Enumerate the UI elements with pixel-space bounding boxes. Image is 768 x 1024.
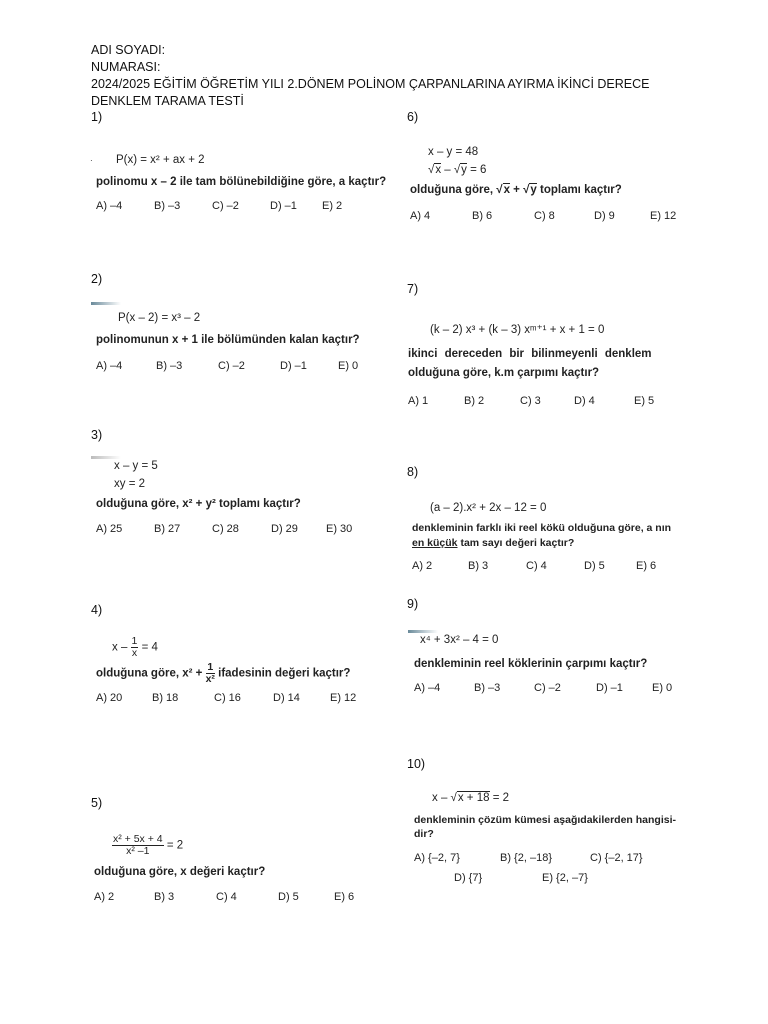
question-10-option-d: D) {7} — [454, 872, 483, 884]
question-4-text-a: olduğuna göre, x² + — [96, 667, 203, 680]
question-8-text-1: denkleminin farklı iki reel kökü olduğuna göre, a nın — [412, 522, 672, 534]
question-7 — [408, 320, 708, 410]
question-7-option-d: D) 4 — [574, 395, 595, 407]
number-label: NUMARASI: — [91, 60, 161, 74]
question-5-option-a: A) 2 — [94, 891, 115, 903]
question-9-number: 9) — [407, 597, 419, 611]
question-4-text-numerator: 1 — [207, 661, 214, 673]
question-9-text: denkleminin reel köklerinin çarpımı kaçtır? — [414, 658, 648, 670]
question-2-text: polinomunun x + 1 ile bölümünden kalan kaçtır? — [96, 334, 360, 346]
question-3-option-a: A) 25 — [96, 523, 123, 535]
question-3-number: 3) — [91, 428, 103, 442]
test-title-line2: DENKLEM TARAMA TESTİ — [91, 94, 244, 108]
question-8-option-c: C) 4 — [526, 560, 547, 572]
question-5-text: olduğuna göre, x değeri kaçtır? — [94, 866, 266, 878]
question-5-option-d: D) 5 — [278, 891, 299, 903]
question-7-option-b: B) 2 — [464, 395, 485, 407]
question-4-text-b: ifadesinin değeri kaçtır? — [218, 667, 351, 680]
question-3 — [90, 460, 390, 540]
question-6-text-d: y — [530, 184, 537, 196]
question-3-option-c: C) 28 — [212, 523, 239, 535]
question-7-option-e: E) 5 — [634, 395, 655, 407]
question-2-option-a: A) –4 — [96, 360, 123, 372]
question-4-equation-left: x – — [112, 641, 128, 654]
question-3-option-b: B) 27 — [154, 523, 181, 535]
question-10-eq-c: = 2 — [489, 792, 510, 804]
question-5-number: 5) — [91, 796, 103, 810]
question-6-number: 6) — [407, 110, 419, 124]
question-9-option-d: D) –1 — [596, 682, 623, 694]
question-6-text-e: toplamı kaçtır? — [536, 184, 622, 196]
question-2-option-e: E) 0 — [338, 360, 359, 372]
question-4 — [90, 636, 390, 716]
question-6-option-d: D) 9 — [594, 210, 615, 222]
question-10-eq-b: x + 18 — [457, 792, 490, 804]
question-1-option-e: E) 2 — [322, 200, 343, 212]
question-6-option-b: B) 6 — [472, 210, 493, 222]
question-5-option-b: B) 3 — [154, 891, 175, 903]
question-6-eq2-b: x — [435, 164, 442, 176]
question-6-text-c: + √ — [509, 184, 530, 196]
question-6-text-b: x — [503, 184, 510, 196]
question-8-option-a: A) 2 — [412, 560, 433, 572]
question-6-eq2-e: = 6 — [466, 164, 487, 176]
question-3-option-e: E) 30 — [326, 523, 353, 535]
question-10-number: 10) — [407, 757, 426, 771]
question-2-equation: P(x – 2) = x³ – 2 — [118, 312, 201, 324]
question-4-equation-numerator: 1 — [131, 635, 138, 647]
question-6-text-a: olduğuna göre, √ — [410, 184, 503, 196]
question-8-option-e: E) 6 — [636, 560, 657, 572]
scan-artifact — [408, 630, 438, 633]
question-2-option-c: C) –2 — [218, 360, 245, 372]
question-4-option-d: D) 14 — [273, 692, 300, 704]
question-1-option-b: B) –3 — [154, 200, 181, 212]
question-10-option-c: C) {–2, 17} — [590, 852, 643, 864]
scan-artifact — [91, 302, 121, 305]
question-5-option-e: E) 6 — [334, 891, 355, 903]
question-7-number: 7) — [407, 282, 419, 296]
question-6-option-c: C) 8 — [534, 210, 555, 222]
question-6-equation-1: x – y = 48 — [428, 146, 479, 158]
test-title-line1: 2024/2025 EĞİTİM ÖĞRETİM YILI 2.DÖNEM POLİNOM ÇARPANLARINA AYIRMA İKİNCİ DERECE — [91, 77, 650, 91]
question-7-option-c: C) 3 — [520, 395, 541, 407]
scan-artifact — [91, 456, 121, 459]
question-10-option-b: B) {2, –18} — [500, 852, 552, 864]
question-2-option-b: B) –3 — [156, 360, 183, 372]
question-10-text-1: denkleminin çözüm kümesi aşağıdakilerden hangisi- — [414, 814, 676, 826]
question-4-number: 4) — [91, 603, 103, 617]
question-6-eq2-a: √ — [428, 164, 435, 176]
question-1: · P(x) = x² + ax + 2 polinomu x – 2 ile tam bölünebildiğine göre, a kaçtır? A) –4 B) –3 C) –2 D) –1 E) 2 — [90, 154, 387, 212]
question-1-option-d: D) –1 — [270, 200, 297, 212]
question-7-text-2: olduğuna göre, k.m çarpımı kaçtır? — [408, 367, 600, 379]
question-8-option-b: B) 3 — [468, 560, 489, 572]
question-1-number: 1) — [91, 110, 103, 124]
question-4-equation-right: = 4 — [141, 641, 158, 654]
question-6-eq2-d: y — [461, 164, 467, 176]
question-3-option-d: D) 29 — [271, 523, 298, 535]
question-3-text: olduğuna göre, x² + y² toplamı kaçtır? — [96, 498, 301, 510]
question-3-equation-2: xy = 2 — [114, 478, 146, 490]
question-4-option-c: C) 16 — [214, 692, 241, 704]
question-9-option-c: C) –2 — [534, 682, 561, 694]
question-6-option-a: A) 4 — [410, 210, 431, 222]
name-label: ADI SOYADI: — [91, 43, 166, 57]
question-5-equation-right: = 2 — [166, 839, 184, 852]
question-5 — [90, 834, 390, 914]
question-5-equation-denominator: x² –1 — [126, 845, 150, 857]
question-9-equation: x⁴ + 3x² – 4 = 0 — [420, 634, 499, 646]
question-6-option-e: E) 12 — [650, 210, 677, 222]
question-8-equation: (a – 2).x² + 2x – 12 = 0 — [430, 502, 547, 514]
question-6-eq2-c: – √ — [441, 164, 461, 176]
question-9 — [414, 634, 714, 704]
question-4-text-denominator: x² — [205, 673, 215, 685]
question-9-option-a: A) –4 — [414, 682, 441, 694]
question-4-option-a: A) 20 — [96, 692, 123, 704]
question-4-option-e: E) 12 — [330, 692, 357, 704]
question-10-option-e: E) {2, –7} — [542, 872, 588, 884]
question-10 — [414, 792, 714, 892]
question-2-option-d: D) –1 — [280, 360, 307, 372]
question-4-equation-denominator: x — [131, 647, 138, 659]
question-2 — [90, 310, 390, 380]
question-7-equation: (k – 2) x³ + (k – 3) xᵐ⁺¹ + x + 1 = 0 — [430, 324, 605, 336]
question-8-text-2: tam sayı değeri kaçtır? — [457, 537, 575, 549]
question-8 — [412, 502, 712, 582]
question-1-option-c: C) –2 — [212, 200, 239, 212]
question-8-option-d: D) 5 — [584, 560, 605, 572]
question-9-option-e: E) 0 — [652, 682, 673, 694]
question-7-text-1: ikinci dereceden bir bilinmeyenli denklem — [408, 348, 652, 360]
question-1-text: polinomu x – 2 ile tam bölünebildiğine göre, a kaçtır? — [96, 176, 387, 188]
question-7-option-a: A) 1 — [408, 395, 429, 407]
question-1-equation: P(x) = x² + ax + 2 — [116, 154, 205, 166]
question-1-option-a: A) –4 — [96, 200, 123, 212]
question-3-equation-1: x – y = 5 — [114, 460, 158, 472]
question-8-text-underlined: en küçük — [412, 537, 458, 549]
question-5-option-c: C) 4 — [216, 891, 237, 903]
question-8-number: 8) — [407, 465, 419, 479]
question-5-equation-numerator: x² + 5x + 4 — [113, 833, 163, 845]
question-9-option-b: B) –3 — [474, 682, 501, 694]
question-10-eq-a: x – √ — [432, 792, 457, 804]
question-10-option-a: A) {–2, 7} — [414, 852, 460, 864]
question-4-option-b: B) 18 — [152, 692, 179, 704]
question-6 — [408, 146, 708, 226]
question-2-number: 2) — [91, 272, 103, 286]
question-10-text-2: dir? — [414, 828, 434, 840]
